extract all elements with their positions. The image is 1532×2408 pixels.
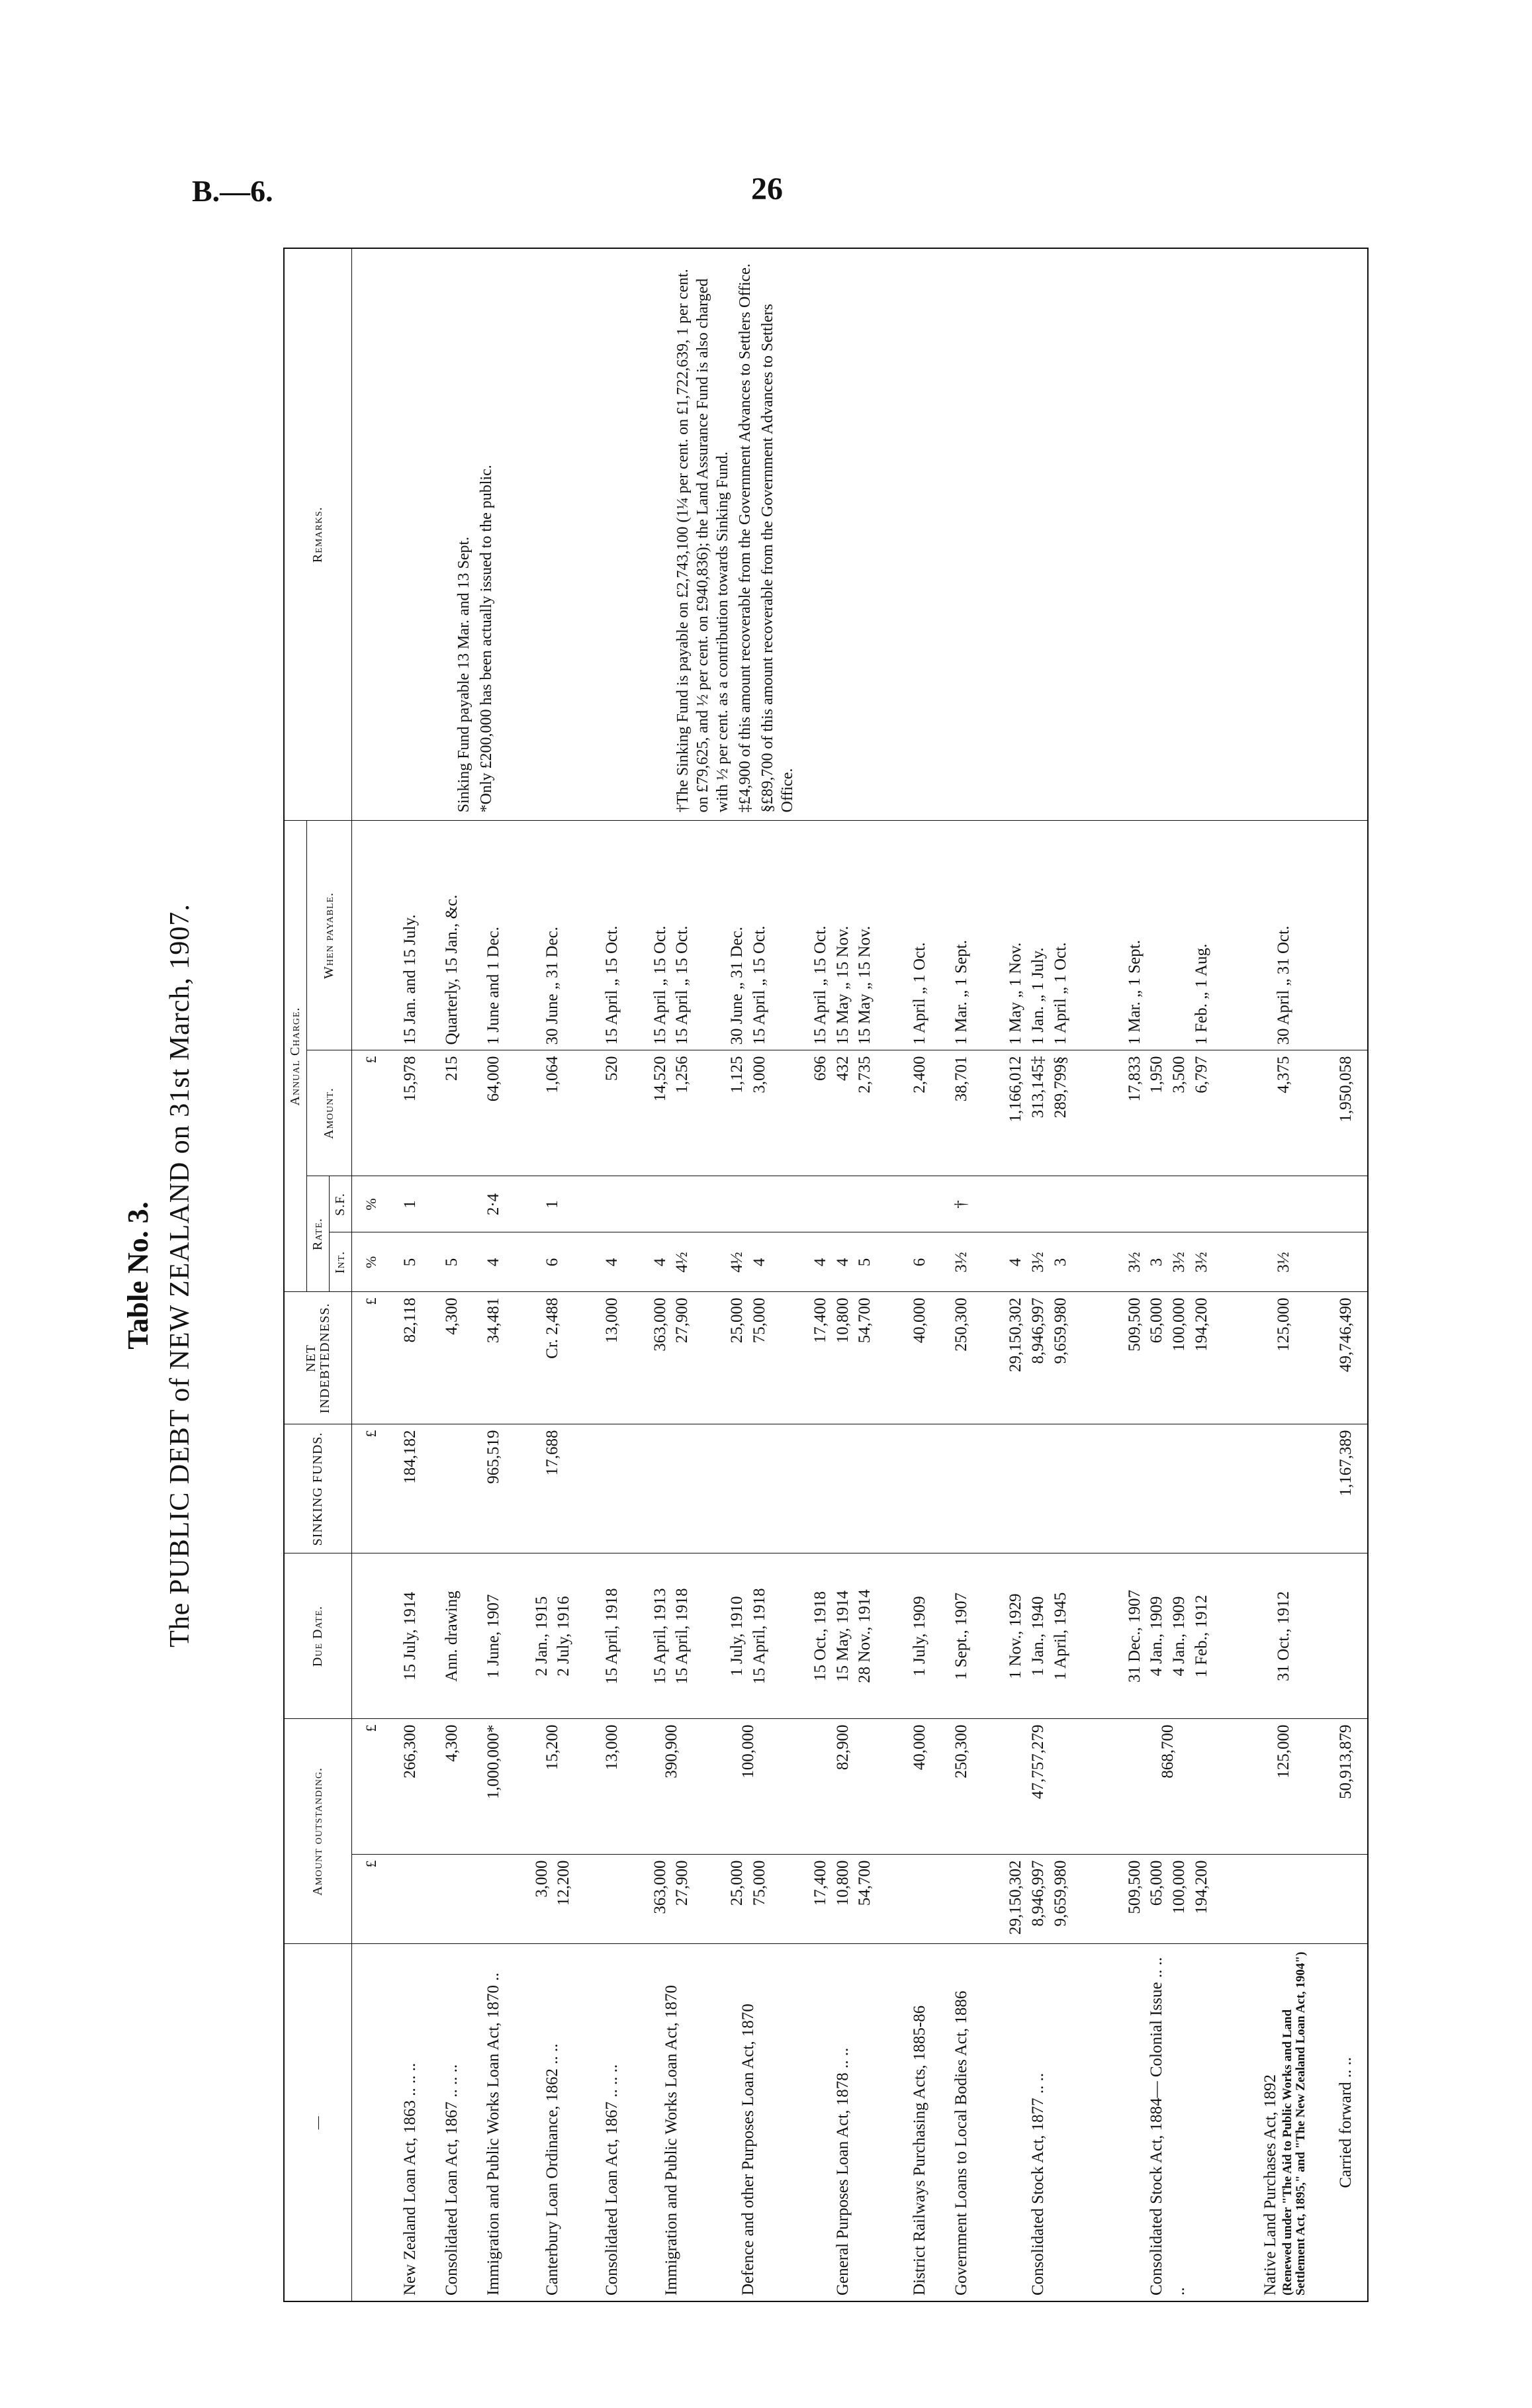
rate-sf: [633, 1176, 709, 1232]
sf-header: S.F.: [330, 1176, 352, 1232]
when-payable-header: When payable.: [307, 821, 352, 1050]
when-payable: 1 May „ 1 Nov. 1 Jan. „ 1 July. 1 April „ 1 Oct.: [982, 821, 1095, 1050]
sinking-funds: [899, 1424, 940, 1553]
outstanding-total: 390,900: [633, 1719, 709, 1855]
units-blank: [352, 1553, 390, 1719]
loan-header: —: [284, 1944, 352, 2301]
total-remarks-blank: [1325, 248, 1368, 821]
total-due-blank: [1325, 1553, 1368, 1719]
rate-sf: 2·4: [473, 1176, 514, 1232]
rate-int: 4 4½: [633, 1232, 709, 1292]
annual-amount: 4,375: [1242, 1050, 1326, 1176]
unit-pound: £: [352, 1855, 390, 1944]
net-indebtedness: 509,500 65,000 100,000 194,200: [1095, 1292, 1242, 1424]
net-indebtedness: 82,118: [390, 1292, 431, 1424]
due-date: 15 April, 1918: [591, 1553, 633, 1719]
rate-sf: [431, 1176, 473, 1232]
int-header: Int.: [330, 1232, 352, 1292]
unit-percent: %: [352, 1232, 390, 1292]
outstanding-parts: 3,000 12,200: [514, 1855, 591, 1944]
outstanding-parts: 17,400 10,800 54,700: [787, 1855, 899, 1944]
annual-amount: 64,000: [473, 1050, 514, 1176]
unit-pound: £: [352, 1292, 390, 1424]
sinking-funds: [710, 1424, 787, 1553]
annual-amount: 17,833 1,950 3,500 6,797: [1095, 1050, 1242, 1176]
when-payable: Quarterly, 15 Jan., &c.: [431, 821, 473, 1050]
unit-pound: £: [352, 1719, 390, 1855]
when-payable: 1 April „ 1 Oct.: [899, 821, 940, 1050]
page-number: 26: [751, 171, 783, 207]
sinking-funds-header: SINKING FUNDS.: [284, 1424, 352, 1553]
loan-name: General Purposes Loan Act, 1878 .. ..: [787, 1944, 899, 2301]
due-date: 1 June, 1907: [473, 1553, 514, 1719]
when-payable: 30 April „ 31 Oct.: [1242, 821, 1326, 1050]
total-net-indebtedness: 49,746,490: [1325, 1292, 1368, 1424]
due-date: 15 April, 1913 15 April, 1918: [633, 1553, 709, 1719]
outstanding-parts: [390, 1855, 431, 1944]
page-reference: B.—6.: [192, 174, 273, 208]
annual-amount: 520: [591, 1050, 633, 1176]
rate-int: 4 3½ 3: [982, 1232, 1095, 1292]
loan-name: Government Loans to Local Bodies Act, 1886: [940, 1944, 982, 2301]
when-payable: 30 June „ 31 Dec. 15 April „ 15 Oct.: [710, 821, 787, 1050]
remarks-cell-lower: [591, 248, 1325, 821]
net-indebtedness: 125,000: [1242, 1292, 1326, 1424]
rate-int: 3½ 3 3½ 3½: [1095, 1232, 1242, 1292]
outstanding-total: 15,200: [514, 1719, 591, 1855]
carried-forward-row: [1325, 248, 1368, 2301]
sinking-funds: [591, 1424, 633, 1553]
net-indebtedness: 40,000: [899, 1292, 940, 1424]
total-parts-blank: [1325, 1855, 1368, 1944]
rate-sf: [787, 1176, 899, 1232]
rate-sf: [899, 1176, 940, 1232]
annual-amount: 14,520 1,256: [633, 1050, 709, 1176]
annual-amount: 38,701: [940, 1050, 982, 1176]
sinking-funds: 184,182: [390, 1424, 431, 1553]
units-row: [352, 248, 390, 2301]
loan-name: New Zealand Loan Act, 1863 .. .. ..: [390, 1944, 431, 2301]
total-sf-blank: [1325, 1176, 1368, 1232]
outstanding-parts: 363,000 27,900: [633, 1855, 709, 1944]
due-date: 31 Oct., 1912: [1242, 1553, 1326, 1719]
loan-name: Native Land Purchases Act, 1892: [1261, 2074, 1279, 2295]
annual-amount: 1,125 3,000: [710, 1050, 787, 1176]
outstanding-parts: 25,000 75,000: [710, 1855, 787, 1944]
rate-sf: [591, 1176, 633, 1232]
outstanding-total: 13,000: [591, 1719, 633, 1855]
outstanding-total: 125,000: [1242, 1719, 1326, 1855]
sinking-funds: 17,688: [514, 1424, 591, 1553]
net-indebtedness: 363,000 27,900: [633, 1292, 709, 1424]
rate-int: 6: [514, 1232, 591, 1292]
remark-recoverable-section: §£89,700 of this amount recoverable from the Government Advances to Settlers Office.: [759, 304, 797, 813]
rate-int: 6: [899, 1232, 940, 1292]
outstanding-parts: [899, 1855, 940, 1944]
table-row: [591, 248, 633, 2301]
loan-renewal-note: (Renewed under "The Aid to Public Works and Land Settlement Act, 1895," and "The New Zealand Loan Act, 1904"): [1281, 1951, 1308, 2295]
loan-name-cell: [1242, 1944, 1326, 2301]
remarks-cell-upper: [352, 248, 592, 821]
sinking-funds: [1095, 1424, 1242, 1553]
due-date: 1 July, 1909: [899, 1553, 940, 1719]
annual-amount: 15,978: [390, 1050, 431, 1176]
net-indebtedness: 29,150,302 8,946,997 9,659,980: [982, 1292, 1095, 1424]
remark-recoverable-ddagger: ‡£4,900 of this amount recoverable from the Government Advances to Settlers Office.: [737, 263, 754, 813]
rate-sf: [1242, 1176, 1326, 1232]
annual-charge-header: Annual Charge.: [284, 821, 307, 1292]
rate-int: 3½: [940, 1232, 982, 1292]
total-when-blank: [1325, 821, 1368, 1050]
outstanding-total: 82,900: [787, 1719, 899, 1855]
rate-int: 4: [473, 1232, 514, 1292]
loan-name: Immigration and Public Works Loan Act, 1870: [633, 1944, 709, 2301]
annual-amount: 1,166,012 313,145‡ 289,799§: [982, 1050, 1095, 1176]
when-payable: 1 June and 1 Dec.: [473, 821, 514, 1050]
total-sinking-funds: 1,167,389: [1325, 1424, 1368, 1553]
due-date: 1 July, 1910 15 April, 1918: [710, 1553, 787, 1719]
sinking-funds: [431, 1424, 473, 1553]
rate-header: Rate.: [307, 1176, 330, 1292]
remark-sinking-fund-1870: Sinking Fund payable 13 Mar. and 13 Sept.: [455, 536, 473, 813]
outstanding-parts: [591, 1855, 633, 1944]
units-blank: [352, 821, 390, 1050]
amount-outstanding-header: Amount outstanding.: [284, 1719, 352, 1944]
due-date: 1 Nov., 1929 1 Jan., 1940 1 April, 1945: [982, 1553, 1095, 1719]
due-date: 2 Jan., 1915 2 July, 1916: [514, 1553, 591, 1719]
rate-int: 5: [390, 1232, 431, 1292]
rate-int: 3½: [1242, 1232, 1326, 1292]
total-annual-amount: 1,950,058: [1325, 1050, 1368, 1176]
units-blank: [352, 1944, 390, 2301]
loan-name: Consolidated Loan Act, 1867 .. .. ..: [431, 1944, 473, 2301]
outstanding-total: 47,757,279: [982, 1719, 1095, 1855]
rotated-table-sheet: [122, 249, 1369, 2302]
net-indebtedness: 250,300: [940, 1292, 982, 1424]
when-payable: 15 April „ 15 Oct. 15 May „ 15 Nov. 15 May „ 15 Nov.: [787, 821, 899, 1050]
when-payable: 15 April „ 15 Oct.: [591, 821, 633, 1050]
when-payable: 30 June „ 31 Dec.: [514, 821, 591, 1050]
outstanding-total: 1,000,000*: [473, 1719, 514, 1855]
total-outstanding: 50,913,879: [1325, 1719, 1368, 1855]
rate-sf: [710, 1176, 787, 1232]
rate-int: 4 4 5: [787, 1232, 899, 1292]
when-payable: 1 Mar. „ 1 Sept.: [940, 821, 982, 1050]
outstanding-parts: [940, 1855, 982, 1944]
carried-forward-label: Carried forward .. ..: [1325, 1944, 1368, 2301]
remarks-header: Remarks.: [284, 248, 352, 821]
outstanding-parts: 29,150,302 8,946,997 9,659,980: [982, 1855, 1095, 1944]
due-date: 31 Dec., 1907 4 Jan., 1909 4 Jan., 1909 1 Feb., 1912: [1095, 1553, 1242, 1719]
due-date: 15 Oct., 1918 15 May, 1914 28 Nov., 1914: [787, 1553, 899, 1719]
outstanding-total: 40,000: [899, 1719, 940, 1855]
unit-pound: £: [352, 1424, 390, 1553]
loan-name: District Railways Purchasing Acts, 1885-86: [899, 1944, 940, 2301]
outstanding-total: 250,300: [940, 1719, 982, 1855]
loan-name: Consolidated Stock Act, 1877 .. ..: [982, 1944, 1095, 2301]
amount-header: Amount.: [307, 1050, 352, 1176]
net-indebtedness: 34,481: [473, 1292, 514, 1424]
net-indebtedness: 17,400 10,800 54,700: [787, 1292, 899, 1424]
net-indebtedness: Cr. 2,488: [514, 1292, 591, 1424]
rate-int: 5: [431, 1232, 473, 1292]
sinking-funds: [940, 1424, 982, 1553]
net-indebtedness: 13,000: [591, 1292, 633, 1424]
when-payable: 1 Mar. „ 1 Sept. 1 Feb. „ 1 Aug.: [1095, 821, 1242, 1050]
annual-amount: 696 432 2,735: [787, 1050, 899, 1176]
unit-percent: %: [352, 1176, 390, 1232]
rate-int: 4: [591, 1232, 633, 1292]
when-payable: 15 Jan. and 15 July.: [390, 821, 431, 1050]
net-indebtedness: 25,000 75,000: [710, 1292, 787, 1424]
unit-pound: £: [352, 1050, 390, 1176]
loan-name: Consolidated Stock Act, 1884— Colonial Issue .. .. ..: [1095, 1944, 1242, 2301]
loan-name: Canterbury Loan Ordinance, 1862 .. ..: [514, 1944, 591, 2301]
table-title: Table No. 3.: [122, 1201, 154, 1350]
due-date: Ann. drawing: [431, 1553, 473, 1719]
net-indebtedness: 4,300: [431, 1292, 473, 1424]
loan-name: Consolidated Loan Act, 1867 .. .. ..: [591, 1944, 633, 2301]
sinking-funds: [982, 1424, 1095, 1553]
outstanding-total: 4,300: [431, 1719, 473, 1855]
rate-sf: [1095, 1176, 1242, 1232]
outstanding-parts: 509,500 65,000 100,000 194,200: [1095, 1855, 1242, 1944]
outstanding-total: 266,300: [390, 1719, 431, 1855]
due-date: 15 July, 1914: [390, 1553, 431, 1719]
remark-sinking-fund-dagger: †The Sinking Fund is payable on £2,743,100 (1¼ per cent. on £1,722,639, 1 per cent. on £79,625, and ½ per cent. on £940,836); the Land Assurance Fund is also charged with ½ per cent. as a contribution towards Sinking Fund.: [674, 269, 732, 813]
outstanding-total: 100,000: [710, 1719, 787, 1855]
outstanding-parts: [431, 1855, 473, 1944]
when-payable: 15 April „ 15 Oct. 15 April „ 15 Oct.: [633, 821, 709, 1050]
annual-amount: 1,064: [514, 1050, 591, 1176]
annual-amount: 215: [431, 1050, 473, 1176]
rate-int: 4½ 4: [710, 1232, 787, 1292]
table-subtitle: The PUBLIC DEBT of NEW ZEALAND on 31st March, 1907.: [165, 903, 195, 1647]
sinking-funds: 965,519: [473, 1424, 514, 1553]
remark-only-issued: *Only £200,000 has been actually issued to the public.: [478, 465, 495, 813]
public-debt-table: [283, 248, 1369, 2302]
due-date-header: Due Date.: [284, 1553, 352, 1719]
sinking-funds: [1242, 1424, 1326, 1553]
rate-sf: 1: [514, 1176, 591, 1232]
outstanding-parts: [473, 1855, 514, 1944]
sinking-funds: [633, 1424, 709, 1553]
total-int-blank: [1325, 1232, 1368, 1292]
outstanding-total: 868,700: [1095, 1719, 1242, 1855]
loan-name: Defence and other Purposes Loan Act, 1870: [710, 1944, 787, 2301]
rate-sf: †: [940, 1176, 982, 1232]
annual-amount: 2,400: [899, 1050, 940, 1176]
rate-sf: 1: [390, 1176, 431, 1232]
header-row-1: [284, 248, 307, 2301]
outstanding-parts: [1242, 1855, 1326, 1944]
sinking-funds: [787, 1424, 899, 1553]
rate-sf: [982, 1176, 1095, 1232]
due-date: 1 Sept., 1907: [940, 1553, 982, 1719]
net-indebtedness-header: NET INDEBTEDNESS.: [284, 1292, 352, 1424]
loan-name: Immigration and Public Works Loan Act, 1870 ..: [473, 1944, 514, 2301]
